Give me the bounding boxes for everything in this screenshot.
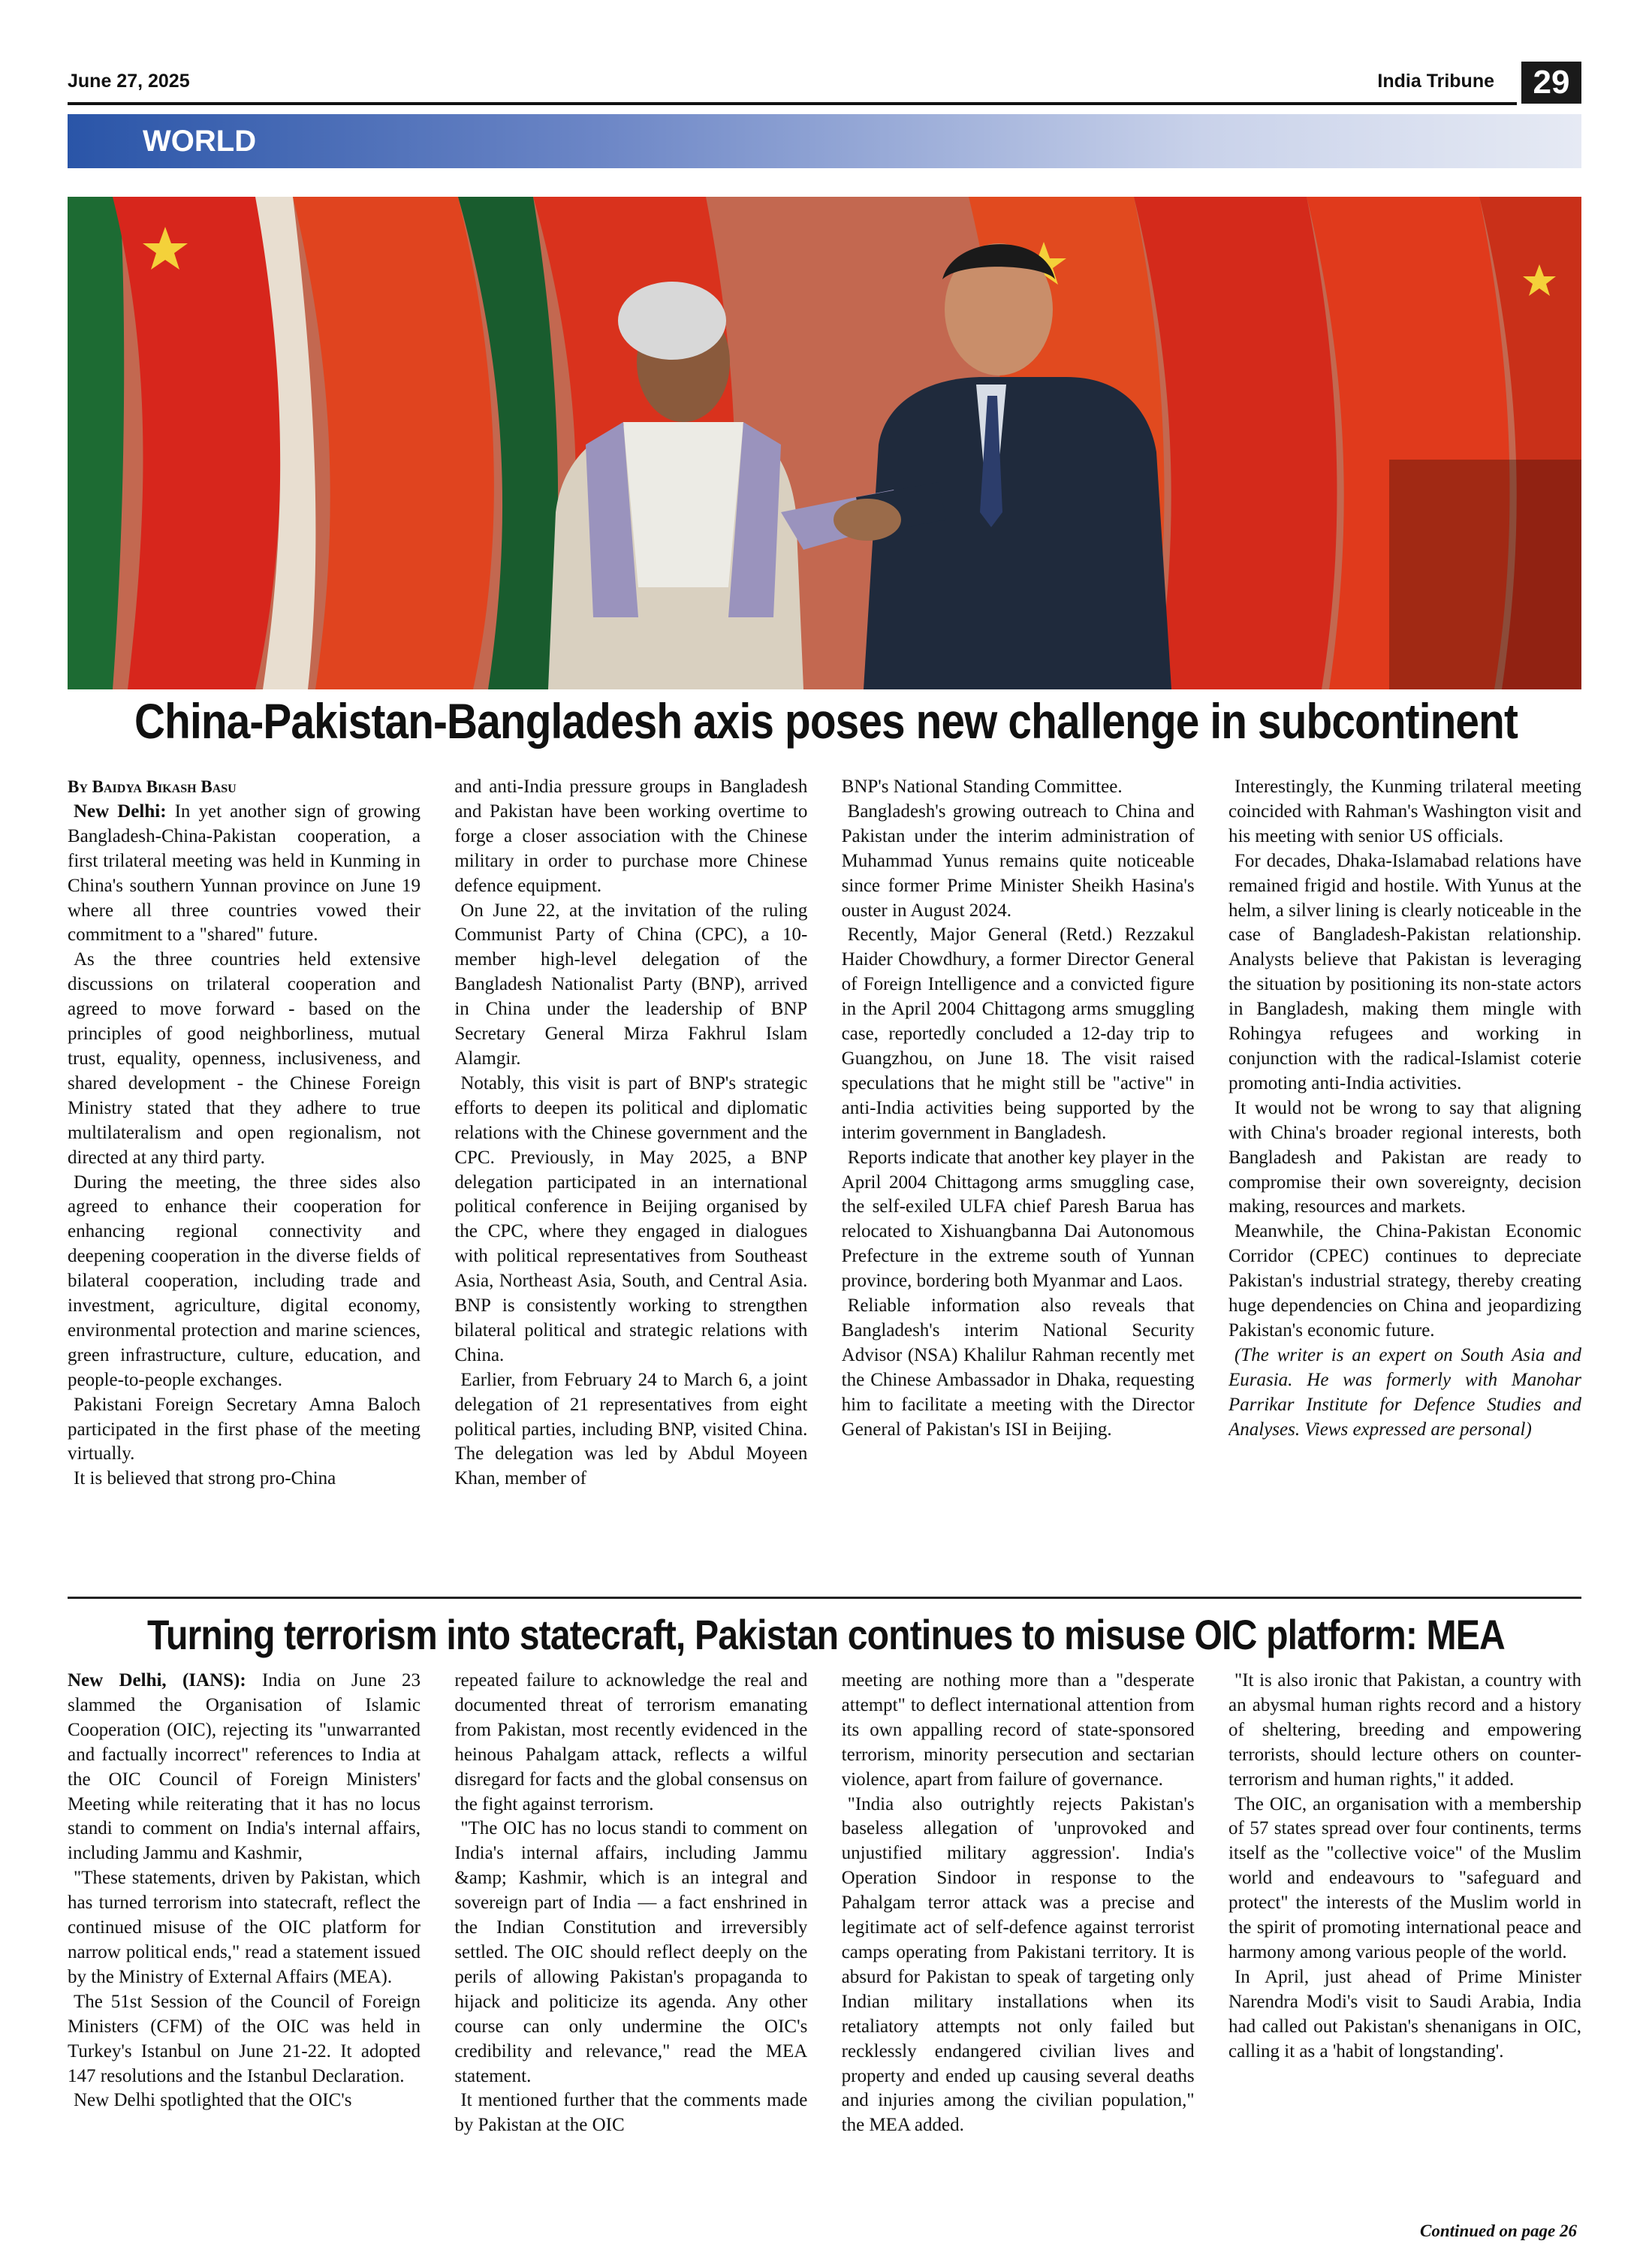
dateline: New Delhi, (IANS): — [68, 1670, 246, 1691]
photo-illustration — [68, 197, 1581, 689]
article2-col4 — [1228, 1669, 1581, 2138]
article1-body — [68, 775, 1581, 1491]
section-title: WORLD — [143, 125, 257, 158]
author-note: (The writer is an expert on South Asia and Eurasia. He was formerly with Manohar Parrikar Institute for Defence Studies and Analyses. Views expressed are personal) — [1228, 1344, 1581, 1440]
paragraph: It would not be wrong to say that aligning with China's broader regional interests, both Bangladesh and Pakistan are ready to compromise their own sovereignty, decision making, resources and markets. — [1228, 1097, 1581, 1217]
article2-headline: Turning terrorism into statecraft, Pakistan continues to misuse OIC platform: MEA — [147, 1611, 1505, 1658]
paragraph: Pakistani Foreign Secretary Amna Baloch participated in the first phase of the meeting virtually. — [68, 1394, 421, 1464]
article1-col1 — [68, 775, 421, 1491]
article2-body — [68, 1669, 1581, 2138]
article1-col3 — [842, 775, 1195, 1491]
paragraph: repeated failure to acknowledge the real and documented threat of terrorism emanating from Pakistan, most recently evidenced in the heinous Pahalgam attack, reflects a wilful disregard for facts and the global consensus on the fight against terrorism. — [454, 1670, 808, 1814]
paragraph: On June 22, at the invitation of the ruling Communist Party of China (CPC), a 10-member high-level delegation of the Bangladesh Nationalist Party (BNP), arrived in China under the leadership of BNP Secretary General Mirza Fakhrul Islam Alamgir. — [454, 900, 808, 1069]
continued-note: Continued on page 26 — [1420, 2221, 1577, 2240]
paragraph: For decades, Dhaka-Islamabad relations have remained frigid and hostile. With Yunus at the helm, a silver lining is clearly noticeable in the case of Bangladesh-Pakistan relationship. Analysts believe that Pakistan is leveraging the situation by positioning its non-state actors in Bangladesh, making them mingle with Rohingya refugees and working in conjunction with the radical-Islamist coterie promoting anti-India activities. — [1228, 850, 1581, 1093]
article-divider — [68, 1597, 1581, 1599]
paragraph: In April, just ahead of Prime Minister Narendra Modi's visit to Saudi Arabia, India had called out Pakistan's shenanigans in OIC, calling it as a 'habit of longstanding'. — [1228, 1966, 1581, 2061]
paragraph-text: In yet another sign of growing Bangladesh-China-Pakistan cooperation, a first trilateral meeting was held in Kunming in China's southern Yunnan province on June 19 where all three countries vowed their commitment to a "shared" future. — [68, 801, 421, 946]
section-banner — [68, 114, 1581, 168]
paragraph: "These statements, driven by Pakistan, which has turned terrorism into statecraft, reflect the continued misuse of the OIC platform for narrow political ends," read a statement issued by the Ministry of External Affairs (MEA). — [68, 1868, 421, 1987]
paragraph-text: India on June 23 slammed the Organisation of Islamic Cooperation (OIC), rejecting its "unwarranted and factually incorrect" references to India at the OIC Council of Foreign Ministers' Meeting while reiterating that it has no locus standi to comment on India's internal affairs, including Jammu and Kashmir, — [68, 1670, 421, 1864]
paragraph: and anti-India pressure groups in Bangladesh and Pakistan have been working overtime to forge a closer association with the Chinese military in order to purchase more Chinese defence equipment. — [454, 777, 808, 896]
article2-col2 — [454, 1669, 807, 2138]
paragraph: As the three countries held extensive discussions on trilateral cooperation and agreed to move forward - based on the principles of good neighborliness, mutual trust, equality, openness, inclusiveness, and shared development - the Chinese Foreign Ministry stated that they adhere to true multilateralism and open regionalism, not directed at any third party. — [68, 949, 421, 1168]
paragraph: Bangladesh's growing outreach to China and Pakistan under the interim administration of Muhammad Yunus remains quite noticeable since former Prime Minister Sheikh Hasina's ouster in August 2024. — [841, 801, 1195, 921]
header-rule — [68, 102, 1517, 105]
paragraph: "It is also ironic that Pakistan, a country with an abysmal human rights record and a history of sheltering, breeding and empowering terrorists, should lecture others on counter-terrorism and human rights," it added. — [1228, 1670, 1581, 1790]
lead-photo — [68, 197, 1581, 689]
paragraph: New Delhi spotlighted that the OIC's — [74, 2090, 352, 2111]
article2-col1 — [68, 1669, 421, 2138]
article1-col4 — [1228, 775, 1581, 1491]
paragraph: Notably, this visit is part of BNP's strategic efforts to deepen its political and diplomatic relations with the Chinese government and the CPC. Previously, in May 2025, a BNP delegation participated in an international political conference in Beijing organised by the CPC, where they engaged in dialogues with political representatives from Southeast Asia, Northeast Asia, South, and Central Asia. BNP is consistently working to strengthen bilateral political and strategic relations with China. — [454, 1072, 808, 1365]
article1-headline: China-Pakistan-Bangladesh axis poses new challenge in subcontinent — [134, 693, 1518, 749]
paragraph: Recently, Major General (Retd.) Rezzakul Haider Chowdhury, a former Director General of Foreign Intelligence and a convicted figure in the April 2004 Chittagong arms smuggling case, reportedly concluded a 12-day trip to Guangzhou, on June 18. The visit raised speculations that he might still be "active" in anti-India activities being supported by the interim government in Bangladesh. — [841, 924, 1195, 1143]
dateline: New Delhi: — [74, 801, 167, 822]
page-number: 29 — [1521, 62, 1581, 104]
paragraph — [68, 1669, 421, 1866]
paragraph: Interestingly, the Kunming trilateral meeting coincided with Rahman's Washington visit and his meeting with senior US officials. — [1228, 777, 1581, 846]
byline: By Baidya Bikash Basu — [68, 777, 237, 796]
paragraph: meeting are nothing more than a "desperate attempt" to deflect international attention from its own appalling record of state-sponsored terrorism, minority persecution and sectarian violence, apart from failure of governance. — [841, 1670, 1195, 1790]
paragraph: The 51st Session of the Council of Foreign Ministers (CFM) of the OIC was held in Turkey's Istanbul on June 21-22. It adopted 147 resolutions and the Istanbul Declaration. — [68, 1991, 421, 2086]
article2-col3 — [842, 1669, 1195, 2138]
issue-date: June 27, 2025 — [68, 71, 190, 92]
paragraph: Reliable information also reveals that Bangladesh's interim National Security Advisor (NSA) Khalilur Rahman recently met the Chinese Ambassador in Dhaka, requesting him to facilitate a meeting with the Director General of Pakistan's ISI in Beijing. — [841, 1295, 1195, 1440]
paragraph: Earlier, from February 24 to March 6, a joint delegation of 21 representatives from eight political parties, including BNP, visited China. The delegation was led by Abdul Moyeen Khan, member of — [454, 1369, 808, 1489]
paragraph: Meanwhile, the China-Pakistan Economic Corridor (CPEC) continues to depreciate Pakistan's industrial strategy, thereby creating huge dependencies on China and jeopardizing Pakistan's economic future. — [1228, 1221, 1581, 1341]
paragraph: The OIC, an organisation with a membership of 57 states spread over four continents, terms itself as the "collective voice" of the Muslim world and endeavours to "safeguard and protect" the interests of the Muslim world in the spirit of promoting international peace and harmony among various people of the world. — [1228, 1793, 1581, 1962]
paragraph: It mentioned further that the comments made by Pakistan at the OIC — [454, 2090, 808, 2136]
paragraph — [68, 800, 421, 948]
paragraph: "The OIC has no locus standi to comment on India's internal affairs, including Jammu &amp; Kashmir, which is an integral and sovereign part of India — a fact enshrined in the Indian Constitution and irreversibly settled. The OIC should reflect deeply on the perils of allowing Pakistan's propaganda to hijack and politicize its agenda. Any other course can only undermine the OIC's credibility and relevance," read the MEA statement. — [454, 1818, 808, 2086]
paragraph: "India also outrightly rejects Pakistan's baseless allegation of 'unprovoked and unjustified military aggression'. India's Operation Sindoor in response to the Pahalgam terror attack was a precise and legitimate act of self-defence against terrorist camps operating from Pakistani territory. It is absurd for Pakistan to speak of targeting only Indian military installations when its retaliatory attempts not only failed but recklessly endangered civilian lives and property and ended up causing several deaths and injuries among the civilian population," the MEA added. — [841, 1793, 1195, 2136]
paragraph: It is believed that strong pro-China — [74, 1468, 336, 1489]
article1-col2 — [454, 775, 807, 1491]
paragraph: Reports indicate that another key player in the April 2004 Chittagong arms smuggling case, the self-exiled ULFA chief Paresh Barua has relocated to Xishuangbanna Dai Autonomous Prefecture in the extreme south of Yunnan province, bordering both Myanmar and Laos. — [841, 1147, 1195, 1292]
paragraph: During the meeting, the three sides also agreed to enhance their cooperation for enhancing regional connectivity and deepening cooperation in the diverse fields of bilateral cooperation, including trade and investment, agriculture, digital economy, environmental protection and marine sciences, green infrastructure, culture, education, and people-to-people exchanges. — [68, 1172, 421, 1390]
paragraph: BNP's National Standing Committee. — [841, 777, 1123, 797]
publication-name: India Tribune — [1377, 71, 1494, 92]
